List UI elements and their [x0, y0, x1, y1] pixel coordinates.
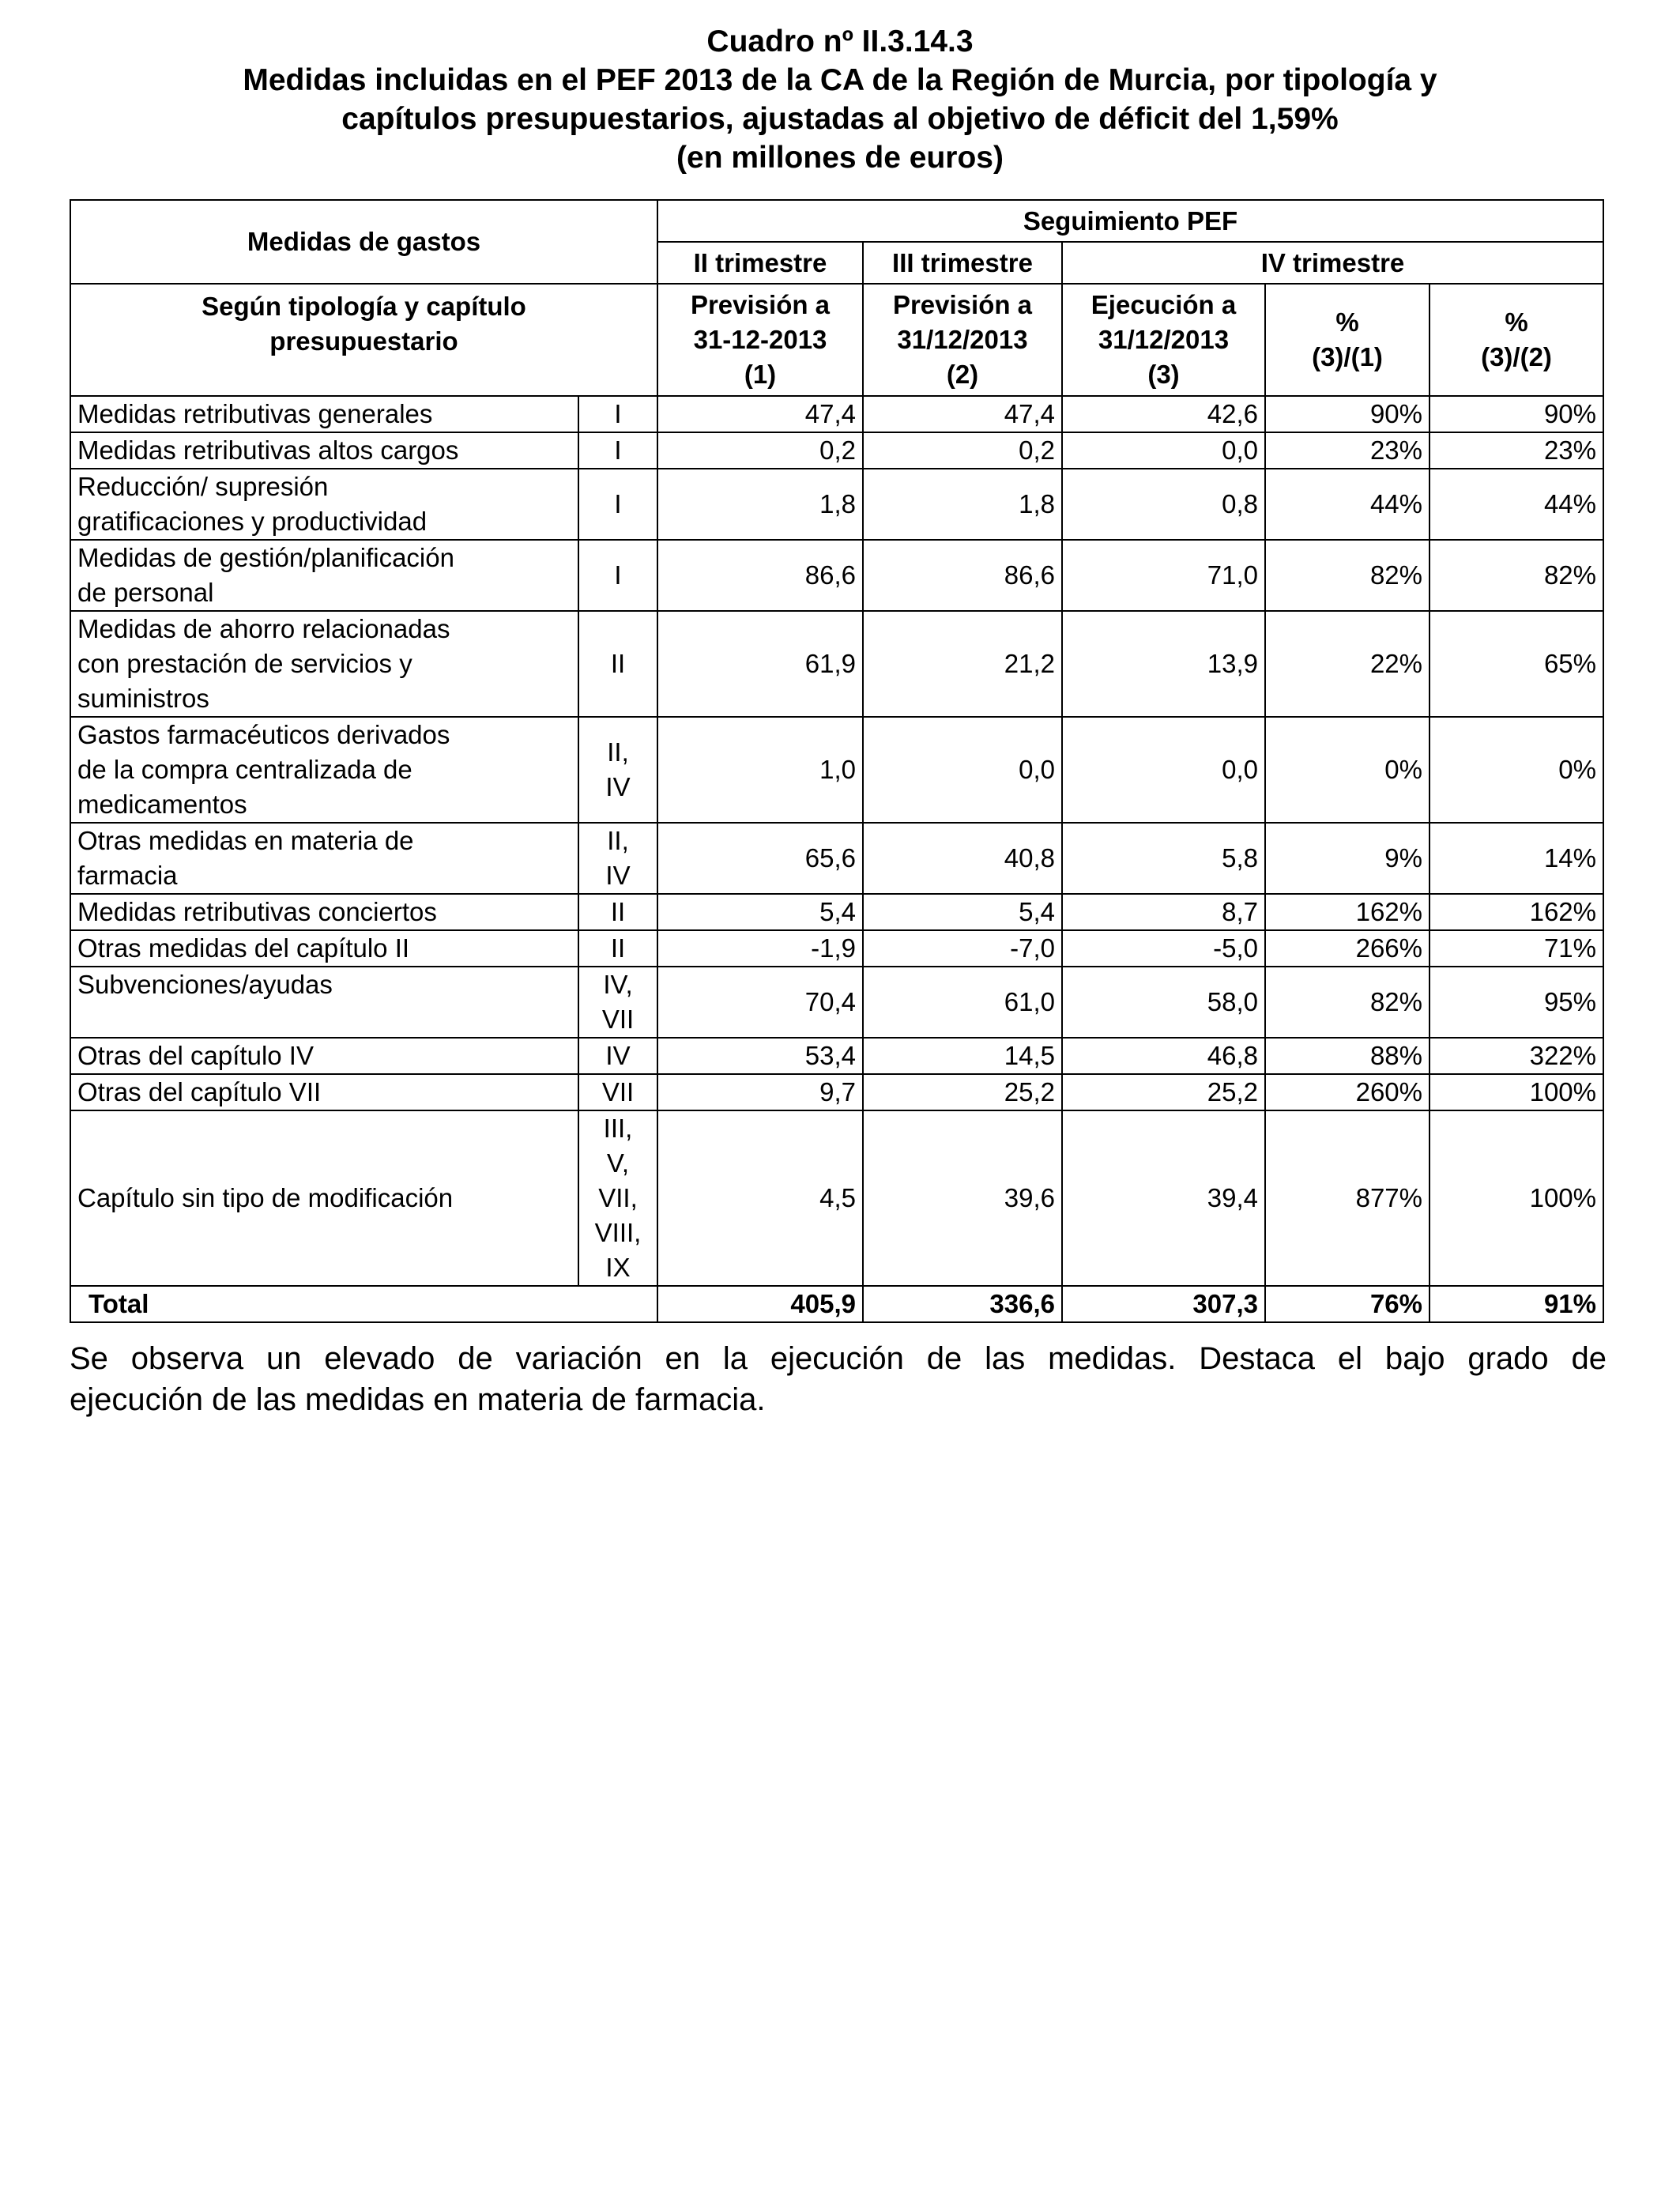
pct-3-1-cell: 9%	[1265, 823, 1430, 894]
row-capitulo: II	[578, 611, 657, 717]
prevision-1-cell: 5,4	[657, 894, 863, 930]
header-q4: IV trimestre	[1062, 242, 1603, 284]
ejecucion-3-cell: 46,8	[1062, 1038, 1265, 1074]
commentary-line-1: Se observa un elevado de variación en la ejecución de las medidas. Destaca el bajo grado de	[70, 1341, 1607, 1376]
pct-3-2-cell: 100%	[1430, 1110, 1603, 1286]
total-v1-cell: 405,9	[657, 1286, 863, 1322]
pct-3-2-cell: 44%	[1430, 469, 1603, 540]
header-prevision-1: Previsión a 31-12-2013 (1)	[657, 284, 863, 396]
row-capitulo: I	[578, 469, 657, 540]
pct-3-2-cell: 95%	[1430, 967, 1603, 1038]
row-capitulo: I	[578, 432, 657, 469]
row-label: Medidas de gestión/planificación de personal	[70, 540, 578, 611]
pct-3-1-cell: 162%	[1265, 894, 1430, 930]
prevision-1-cell: 70,4	[657, 967, 863, 1038]
table-row	[70, 469, 1603, 540]
ejecucion-3-cell: 58,0	[1062, 967, 1265, 1038]
pct-3-1-cell: 23%	[1265, 432, 1430, 469]
ejecucion-3-cell: 5,8	[1062, 823, 1265, 894]
prevision-2-cell: 39,6	[863, 1110, 1062, 1286]
table-row	[70, 1038, 1603, 1074]
prevision-2-cell: 1,8	[863, 469, 1062, 540]
prevision-2-cell: 61,0	[863, 967, 1062, 1038]
pct-3-2-cell: 90%	[1430, 396, 1603, 432]
table-row	[70, 717, 1603, 823]
prevision-2-cell: 5,4	[863, 894, 1062, 930]
prevision-1-cell: 1,0	[657, 717, 863, 823]
header-medidas-gastos: Medidas de gastos	[70, 200, 657, 284]
row-label: Otras del capítulo VII	[70, 1074, 578, 1110]
commentary-line-2: ejecución de las medidas en materia de farmacia.	[70, 1382, 766, 1417]
pct-3-1-cell: 44%	[1265, 469, 1430, 540]
ejecucion-3-cell: -5,0	[1062, 930, 1265, 967]
prevision-1-cell: 1,8	[657, 469, 863, 540]
table-body	[70, 396, 1603, 1322]
pct-3-1-cell: 266%	[1265, 930, 1430, 967]
row-label: Reducción/ supresión gratificaciones y productividad	[70, 469, 578, 540]
prevision-1-cell: 53,4	[657, 1038, 863, 1074]
prevision-2-cell: 21,2	[863, 611, 1062, 717]
row-capitulo: II, IV	[578, 717, 657, 823]
table-row	[70, 1110, 1603, 1286]
ejecucion-3-cell: 0,0	[1062, 717, 1265, 823]
pct-3-2-cell: 65%	[1430, 611, 1603, 717]
total-row	[70, 1286, 1603, 1322]
header-pct-3-1: % (3)/(1)	[1265, 284, 1430, 396]
pct-3-2-cell: 322%	[1430, 1038, 1603, 1074]
header-q3: III trimestre	[863, 242, 1062, 284]
table-row	[70, 1074, 1603, 1110]
row-capitulo: II	[578, 930, 657, 967]
row-label: Medidas de ahorro relacionadas con prestación de servicios y suministros	[70, 611, 578, 717]
table-row	[70, 540, 1603, 611]
row-capitulo: VII	[578, 1074, 657, 1110]
ejecucion-3-cell: 8,7	[1062, 894, 1265, 930]
ejecucion-3-cell: 0,8	[1062, 469, 1265, 540]
pct-3-2-cell: 14%	[1430, 823, 1603, 894]
prevision-2-cell: 0,0	[863, 717, 1062, 823]
ejecucion-3-cell: 25,2	[1062, 1074, 1265, 1110]
title-units: (en millones de euros)	[676, 141, 1004, 175]
prevision-1-cell: -1,9	[657, 930, 863, 967]
row-capitulo: IV	[578, 1038, 657, 1074]
ejecucion-3-cell: 39,4	[1062, 1110, 1265, 1286]
row-capitulo: I	[578, 540, 657, 611]
pct-3-1-cell: 90%	[1265, 396, 1430, 432]
row-label: Medidas retributivas altos cargos	[70, 432, 578, 469]
pct-3-1-cell: 0%	[1265, 717, 1430, 823]
table-row	[70, 967, 1603, 1038]
ejecucion-3-cell: 42,6	[1062, 396, 1265, 432]
total-p2-cell: 91%	[1430, 1286, 1603, 1322]
row-label: Medidas retributivas generales	[70, 396, 578, 432]
pct-3-1-cell: 260%	[1265, 1074, 1430, 1110]
header-q2: II trimestre	[657, 242, 863, 284]
table-row	[70, 930, 1603, 967]
row-label: Gastos farmacéuticos derivados de la compra centralizada de medicamentos	[70, 717, 578, 823]
header-pct-3-2: % (3)/(2)	[1430, 284, 1603, 396]
pct-3-2-cell: 162%	[1430, 894, 1603, 930]
document-title	[70, 22, 1610, 177]
table-row	[70, 396, 1603, 432]
pct-3-1-cell: 82%	[1265, 540, 1430, 611]
table-number: Cuadro nº II.3.14.3	[706, 25, 974, 58]
pct-3-1-cell: 88%	[1265, 1038, 1430, 1074]
header-seguimiento-pef: Seguimiento PEF	[657, 200, 1603, 242]
title-line-3: capítulos presupuestarios, ajustadas al objetivo de déficit del 1,59%	[341, 102, 1339, 136]
total-p1-cell: 76%	[1265, 1286, 1430, 1322]
header-tipologia: Según tipología y capítulo presupuestario	[70, 284, 657, 396]
ejecucion-3-cell: 13,9	[1062, 611, 1265, 717]
prevision-1-cell: 0,2	[657, 432, 863, 469]
prevision-1-cell: 9,7	[657, 1074, 863, 1110]
pct-3-2-cell: 0%	[1430, 717, 1603, 823]
prevision-1-cell: 61,9	[657, 611, 863, 717]
row-label: Medidas retributivas conciertos	[70, 894, 578, 930]
row-capitulo: II, IV	[578, 823, 657, 894]
row-label: Subvenciones/ayudas	[70, 967, 578, 1038]
prevision-1-cell: 86,6	[657, 540, 863, 611]
ejecucion-3-cell: 0,0	[1062, 432, 1265, 469]
row-capitulo: III, V, VII, VIII, IX	[578, 1110, 657, 1286]
table-row	[70, 823, 1603, 894]
prevision-2-cell: 86,6	[863, 540, 1062, 611]
total-v2-cell: 336,6	[863, 1286, 1062, 1322]
prevision-2-cell: 40,8	[863, 823, 1062, 894]
total-v3-cell: 307,3	[1062, 1286, 1265, 1322]
title-line-2: Medidas incluidas en el PEF 2013 de la CA de la Región de Murcia, por tipología y	[243, 63, 1437, 97]
pct-3-2-cell: 71%	[1430, 930, 1603, 967]
pct-3-2-cell: 100%	[1430, 1074, 1603, 1110]
prevision-1-cell: 65,6	[657, 823, 863, 894]
prevision-2-cell: 0,2	[863, 432, 1062, 469]
pct-3-2-cell: 82%	[1430, 540, 1603, 611]
commentary-paragraph	[70, 1338, 1607, 1420]
row-label: Otras medidas del capítulo II	[70, 930, 578, 967]
prevision-1-cell: 4,5	[657, 1110, 863, 1286]
row-label: Capítulo sin tipo de modificación	[70, 1110, 578, 1286]
prevision-2-cell: 47,4	[863, 396, 1062, 432]
row-capitulo: IV, VII	[578, 967, 657, 1038]
row-label: Otras medidas en materia de farmacia	[70, 823, 578, 894]
measures-table	[70, 199, 1604, 1323]
header-ejecucion-3: Ejecución a 31/12/2013 (3)	[1062, 284, 1265, 396]
ejecucion-3-cell: 71,0	[1062, 540, 1265, 611]
total-label: Total	[70, 1286, 657, 1322]
pct-3-2-cell: 23%	[1430, 432, 1603, 469]
prevision-2-cell: -7,0	[863, 930, 1062, 967]
row-capitulo: I	[578, 396, 657, 432]
table-row	[70, 894, 1603, 930]
pct-3-1-cell: 877%	[1265, 1110, 1430, 1286]
prevision-2-cell: 25,2	[863, 1074, 1062, 1110]
row-capitulo: II	[578, 894, 657, 930]
row-label: Otras del capítulo IV	[70, 1038, 578, 1074]
pct-3-1-cell: 82%	[1265, 967, 1430, 1038]
header-prevision-2: Previsión a 31/12/2013 (2)	[863, 284, 1062, 396]
table-row	[70, 432, 1603, 469]
prevision-1-cell: 47,4	[657, 396, 863, 432]
table-row	[70, 611, 1603, 717]
pct-3-1-cell: 22%	[1265, 611, 1430, 717]
prevision-2-cell: 14,5	[863, 1038, 1062, 1074]
